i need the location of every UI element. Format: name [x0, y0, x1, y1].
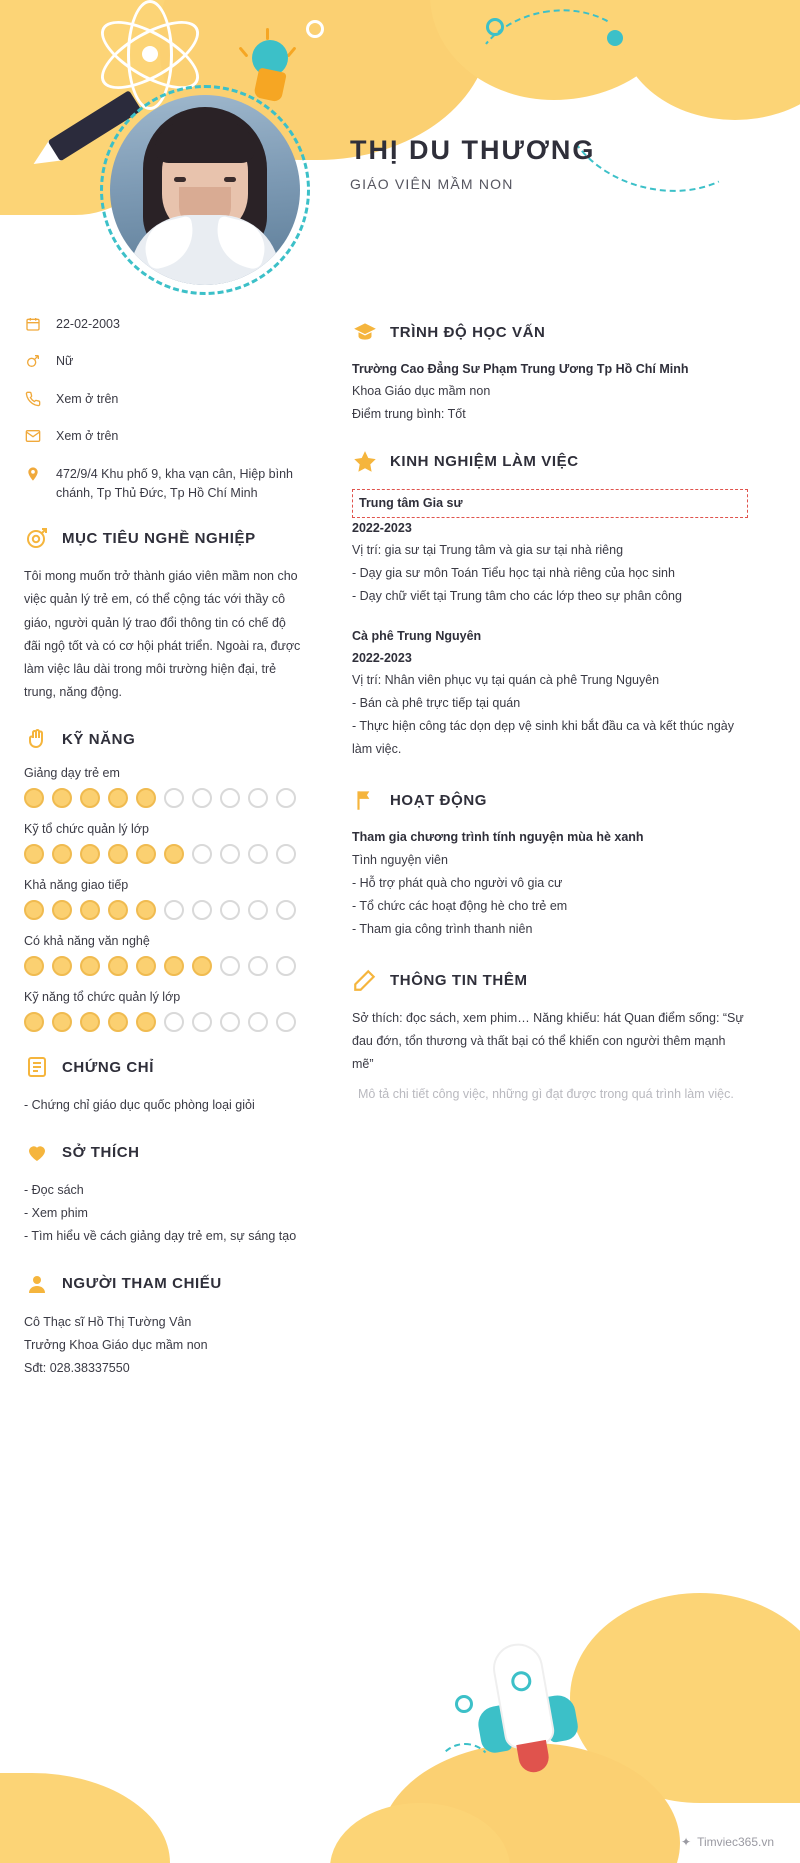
additional-placeholder: Mô tả chi tiết công việc, những gì đạt được trong quá trình làm việc.: [358, 1086, 734, 1101]
education-school: Trường Cao Đẳng Sư Phạm Trung Ương Tp Hồ Chí Minh: [352, 362, 689, 376]
experience-line: - Dạy gia sư môn Toán Tiểu học tại nhà riêng của học sinh: [352, 566, 675, 581]
candidate-name: THỊ DU THƯƠNG: [350, 135, 596, 165]
skill-dot-filled: [136, 956, 156, 976]
skill-dot-filled: [136, 844, 156, 864]
decor-blob: [0, 1773, 170, 1863]
skill-name: Kỹ năng tổ chức quản lý lớp: [24, 990, 181, 1004]
job-title: GIÁO VIÊN MẦM NON: [350, 176, 514, 192]
contact-item-gender: [24, 352, 302, 371]
heart-icon: [24, 1139, 50, 1165]
experience-item: [352, 489, 748, 609]
section-title: KỸ NĂNG: [62, 730, 136, 748]
skill-dot-empty: [220, 844, 240, 864]
avatar: [100, 85, 310, 295]
interest-item: - Đọc sách: [24, 1183, 84, 1198]
skill-name: Khả năng giao tiếp: [24, 878, 129, 892]
skill-dot-filled: [52, 788, 72, 808]
skill-dot-filled: [80, 844, 100, 864]
gender-icon: [24, 352, 42, 370]
skill-item: [24, 878, 302, 920]
hand-icon: [24, 726, 50, 752]
skill-dot-empty: [220, 956, 240, 976]
contact-value: Nữ: [56, 354, 74, 369]
experience-line: Vị trí: gia sư tại Trung tâm và gia sư tại nhà riêng: [352, 543, 624, 557]
experience-item: [352, 626, 748, 761]
skill-dot-filled: [52, 844, 72, 864]
contact-item-address: [24, 465, 302, 504]
skill-dot-filled: [136, 788, 156, 808]
section-header: [24, 525, 302, 551]
section-skills: [24, 726, 302, 1032]
section-title: SỞ THÍCH: [62, 1143, 140, 1161]
skill-rating: [24, 788, 302, 808]
skill-dot-filled: [108, 788, 128, 808]
location-icon: [24, 465, 42, 483]
skill-item: [24, 822, 302, 864]
profile-photo: [110, 95, 300, 285]
skill-dot-filled: [108, 844, 128, 864]
section-header: [24, 1271, 302, 1297]
cv-body: [0, 305, 800, 1380]
skill-dot-filled: [136, 1012, 156, 1032]
certificate-icon: [24, 1054, 50, 1080]
skill-item: [24, 766, 302, 808]
right-column: [352, 305, 748, 1380]
section-header: [352, 449, 748, 475]
skill-dot-empty: [220, 1012, 240, 1032]
skill-dot-filled: [108, 1012, 128, 1032]
activity-role: Tình nguyện viên: [352, 852, 448, 867]
skill-item: [24, 990, 302, 1032]
section-title: TRÌNH ĐỘ HỌC VẤN: [390, 323, 546, 341]
skill-dot-filled: [108, 956, 128, 976]
skill-dot-empty: [192, 844, 212, 864]
person-icon: [24, 1271, 50, 1297]
skill-dot-empty: [276, 788, 296, 808]
skill-dot-empty: [276, 956, 296, 976]
activity-line: - Hỗ trợ phát quà cho người vô gia cư: [352, 875, 563, 890]
pen-icon: [352, 967, 378, 993]
section-title: THÔNG TIN THÊM: [390, 971, 528, 989]
interest-item: - Xem phim: [24, 1206, 88, 1221]
skill-dot-filled: [24, 956, 44, 976]
section-activities: [352, 787, 748, 941]
experience-company: Trung tâm Gia sư: [352, 489, 748, 518]
skill-dot-filled: [24, 1012, 44, 1032]
skill-dot-filled: [136, 900, 156, 920]
skill-dot-empty: [192, 1012, 212, 1032]
skill-dot-empty: [248, 844, 268, 864]
skill-dot-filled: [80, 956, 100, 976]
cv-footer: [0, 1553, 800, 1863]
skill-dot-empty: [276, 844, 296, 864]
graduation-cap-icon: [352, 319, 378, 345]
contact-value: Xem ở trên: [56, 391, 119, 406]
rocket-icon: [460, 1634, 591, 1781]
section-header: [352, 787, 748, 813]
section-header: [24, 1139, 302, 1165]
experience-company: Cà phê Trung Nguyên: [352, 629, 482, 644]
section-additional-info: [352, 967, 748, 1106]
skill-dot-empty: [248, 900, 268, 920]
skill-name: Có khả năng văn nghệ: [24, 934, 150, 948]
section-interests: [24, 1139, 302, 1248]
contact-item-birthday: [24, 315, 302, 334]
interest-item: - Tìm hiểu về cách giảng dạy trẻ em, sự sáng tạo: [24, 1229, 297, 1244]
target-icon: [24, 525, 50, 551]
decor-ring: [486, 18, 504, 36]
experience-period: 2022-2023: [352, 650, 412, 665]
experience-line: - Bán cà phê trực tiếp tại quán: [352, 696, 521, 710]
contact-item-email: [24, 427, 302, 446]
calendar-icon: [24, 315, 42, 333]
skill-dot-empty: [248, 788, 268, 808]
skill-dot-empty: [192, 788, 212, 808]
experience-line: - Thực hiện công tác dọn dẹp vệ sinh khi bắt đầu ca và kết thúc ngày làm việc.: [352, 719, 734, 757]
reference-line: Cô Thạc sĩ Hồ Thị Tường Vân: [24, 1314, 192, 1329]
section-header: [24, 726, 302, 752]
activity-line: - Tổ chức các hoạt động hè cho trẻ em: [352, 898, 568, 913]
skill-dot-filled: [52, 956, 72, 976]
skill-name: Giảng dạy trẻ em: [24, 766, 120, 780]
skill-dot-empty: [220, 788, 240, 808]
reference-line: Sđt: 028.38337550: [24, 1360, 130, 1375]
contact-value: Xem ở trên: [56, 429, 119, 444]
activity-line: - Tham gia công trình thanh niên: [352, 922, 533, 936]
section-header: [352, 319, 748, 345]
name-block: [350, 135, 595, 192]
skill-rating: [24, 900, 302, 920]
reference-line: Trưởng Khoa Giáo dục mầm non: [24, 1337, 208, 1352]
contact-item-phone: [24, 390, 302, 409]
skill-dot-empty: [248, 956, 268, 976]
skill-dot-filled: [192, 956, 212, 976]
section-objective: [24, 525, 302, 704]
skill-dot-filled: [52, 900, 72, 920]
experience-line: - Dạy chữ viết tại Trung tâm cho các lớp theo sự phân công: [352, 589, 682, 604]
skill-rating: [24, 1012, 302, 1032]
skill-rating: [24, 956, 302, 976]
star-icon: [352, 449, 378, 475]
skill-name: Kỹ tổ chức quản lý lớp: [24, 822, 149, 836]
activity-name: Tham gia chương trình tính nguyện mùa hè xanh: [352, 830, 644, 845]
education-line: Điểm trung bình: Tốt: [352, 407, 466, 422]
skill-dot-filled: [24, 900, 44, 920]
skill-dot-filled: [24, 788, 44, 808]
decor-dot: [607, 30, 623, 46]
section-certificates: [24, 1054, 302, 1117]
decor-ring: [306, 20, 324, 38]
section-title: NGƯỜI THAM CHIẾU: [62, 1275, 222, 1292]
contact-value: 22-02-2003: [56, 317, 120, 331]
section-title: KINH NGHIỆM LÀM VIỆC: [390, 453, 579, 470]
section-title: MỤC TIÊU NGHỀ NGHIỆP: [62, 529, 256, 547]
skill-item: [24, 934, 302, 976]
section-education: [352, 319, 748, 427]
section-references: [24, 1271, 302, 1380]
skill-dot-empty: [248, 1012, 268, 1032]
skill-dot-filled: [52, 1012, 72, 1032]
flag-icon: [352, 787, 378, 813]
skill-dot-filled: [24, 844, 44, 864]
skill-dot-filled: [80, 900, 100, 920]
left-column: [24, 305, 302, 1380]
skill-dot-empty: [164, 788, 184, 808]
skill-dot-filled: [164, 844, 184, 864]
skill-rating: [24, 844, 302, 864]
education-line: Khoa Giáo dục mầm non: [352, 384, 491, 399]
contact-list: [24, 315, 302, 503]
skill-dot-filled: [80, 788, 100, 808]
section-header: [352, 967, 748, 993]
watermark: [681, 1835, 774, 1849]
skill-dot-empty: [220, 900, 240, 920]
skill-dot-empty: [276, 1012, 296, 1032]
watermark-icon: ✦: [681, 1835, 692, 1849]
experience-line: Vị trí: Nhân viên phục vụ tại quán cà phê Trung Nguyên: [352, 672, 660, 687]
skill-dot-filled: [164, 956, 184, 976]
section-title: CHỨNG CHỈ: [62, 1058, 155, 1076]
watermark-text: Timviec365.vn: [697, 1835, 774, 1849]
objective-text: Tôi mong muốn trở thành giáo viên mầm non cho việc quản lý trẻ em, có thể cộng tác với thầy cô giáo, người quản lý trao đổi thông tin có chế độ đãi ngộ tốt và có cơ hội phát triển. Ngoài ra, được làm việc lâu dài trong môi trường hiện đại, trẻ trung, năng động.: [24, 569, 301, 699]
experience-period: 2022-2023: [352, 520, 412, 535]
additional-text: Sở thích: đọc sách, xem phim… Năng khiếu: hát Quan điểm sống: “Sự đau đớn, tổn thương và thất bại có thể khiến con người thêm mạnh mẽ”: [352, 1011, 744, 1072]
skill-dot-empty: [192, 900, 212, 920]
mail-icon: [24, 427, 42, 445]
section-title: HOẠT ĐỘNG: [390, 791, 488, 809]
section-experience: [352, 449, 748, 762]
skill-dot-filled: [80, 1012, 100, 1032]
phone-icon: [24, 390, 42, 408]
section-header: [24, 1054, 302, 1080]
certificate-item: - Chứng chỉ giáo dục quốc phòng loại giỏi: [24, 1098, 255, 1112]
skill-dot-filled: [108, 900, 128, 920]
cv-header: [0, 0, 800, 305]
skill-dot-empty: [276, 900, 296, 920]
contact-value: 472/9/4 Khu phố 9, kha vạn cân, Hiệp bình chánh, Tp Thủ Đức, Tp Hồ Chí Minh: [56, 466, 293, 500]
skill-dot-empty: [164, 1012, 184, 1032]
skill-dot-empty: [164, 900, 184, 920]
